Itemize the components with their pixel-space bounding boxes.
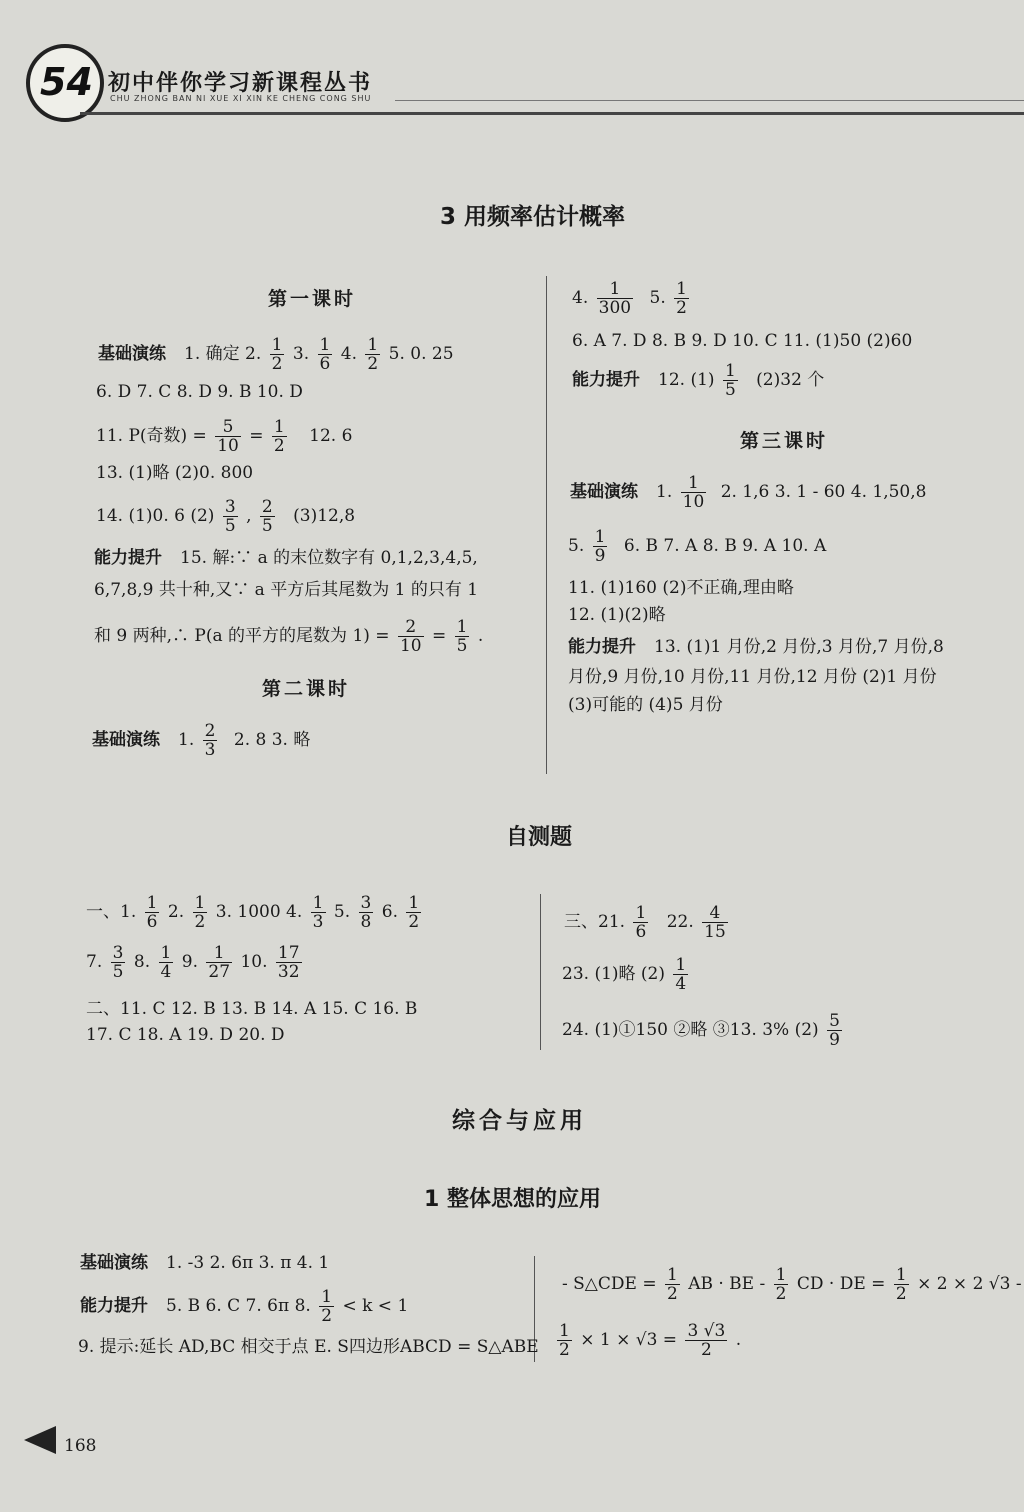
lesson1-line5: 14. (1)0. 6 (2) $\frac{3}{5}$ , $\frac{2}{5}$ (3)12,8 (96, 497, 356, 536)
lesson2-title: 第二课时 (262, 678, 351, 700)
section-title: 3 用频率估计概率 (440, 204, 626, 230)
lesson3-line4: 12. (1)(2)略 (568, 605, 666, 625)
lesson1-title: 第一课时 (268, 288, 357, 310)
app-line1: 基础演练 1. -3 2. 6π 3. π 4. 1 (80, 1253, 330, 1273)
right-line1: 4. $\frac{1}{300}$ 5. $\frac{1}{2}$ (572, 279, 687, 318)
selftest-a3: 二、11. C 12. B 13. B 14. A 15. C 16. B (86, 999, 418, 1019)
lesson1-line1: 基础演练 1. 确定 2. $\frac{1}{2}$ 3. $\frac{1}{6}$ 4. $\frac{1}{2}$ 5. 0. 25 (98, 335, 454, 374)
selftest-b3: 24. (1)①150 ②略 ③13. 3% (2) $\frac{5}{9}$ (562, 1011, 840, 1050)
app-right1: - S△CDE = $\frac{1}{2}$ AB · BE - $\frac{1}{2}$ CD · DE = $\frac{1}{2}$ × 2 × 2 √3 - (562, 1265, 1022, 1304)
selftest-b2: 23. (1)略 (2) $\frac{1}{4}$ (562, 955, 687, 994)
lesson3-line3: 11. (1)160 (2)不正确,理由略 (568, 578, 794, 598)
series-logo: 54 (26, 44, 104, 122)
lesson3-line5: 能力提升 13. (1)1 月份,2 月份,3 月份,7 月份,8 (568, 637, 944, 657)
section2-title: 1 整体思想的应用 (424, 1187, 601, 1212)
page-number: 168 (64, 1436, 97, 1456)
selftest-a4: 17. C 18. A 19. D 20. D (86, 1025, 285, 1045)
selftest-divider (540, 894, 541, 1050)
page-arrow-icon (24, 1426, 56, 1454)
selftest-a1: 一、1. $\frac{1}{6}$ 2. $\frac{1}{2}$ 3. 1000 4. $\frac{1}{3}$ 5. $\frac{3}{8}$ 6. $\frac{1}{2}$ (86, 893, 420, 932)
lesson1-line7: 6,7,8,9 共十种,又∵ a 平方后其尾数为 1 的只有 1 (94, 580, 479, 600)
selftest-b1: 三、21. $\frac{1}{6}$ 22. $\frac{4}{15}$ (564, 903, 726, 942)
lesson1-line3: 11. P(奇数) = $\frac{5}{10}$ = $\frac{1}{2}$ 12. 6 (96, 417, 353, 456)
lesson2-line1: 基础演练 1. $\frac{2}{3}$ 2. 8 3. 略 (92, 721, 311, 760)
part-title: 综合与应用 (452, 1108, 587, 1134)
lesson3-line7: (3)可能的 (4)5 月份 (568, 695, 723, 715)
lesson3-title: 第三课时 (740, 430, 829, 452)
app-line3: 9. 提示:延长 AD,BC 相交于点 E. S四边形ABCD = S△ABE (78, 1337, 539, 1357)
right-line2: 6. A 7. D 8. B 9. D 10. C 11. (1)50 (2)60 (572, 331, 913, 351)
app-line2: 能力提升 5. B 6. C 7. 6π 8. $\frac{1}{2}$ < k < 1 (80, 1287, 409, 1326)
lesson3-line6: 月份,9 月份,10 月份,11 月份,12 月份 (2)1 月份 (568, 667, 937, 687)
column-divider (546, 276, 547, 774)
lesson3-line1: 基础演练 1. $\frac{1}{10}$ 2. 1,6 3. 1 - 60 4. 1,50,8 (570, 473, 927, 512)
lesson3-line2: 5. $\frac{1}{9}$ 6. B 7. A 8. B 9. A 10. A (568, 527, 827, 566)
selftest-title: 自测题 (506, 825, 573, 850)
selftest-a2: 7. $\frac{3}{5}$ 8. $\frac{1}{4}$ 9. $\frac{1}{27}$ 10. $\frac{17}{32}$ (86, 943, 300, 982)
lesson1-line2: 6. D 7. C 8. D 9. B 10. D (96, 382, 303, 402)
series-pinyin: CHU ZHONG BAN NI XUE XI XIN KE CHENG CONG SHU (110, 94, 372, 103)
header-rule (80, 112, 1024, 115)
header-rule-thin (395, 100, 1024, 101)
lesson1-line8: 和 9 两种,∴ P(a 的平方的尾数为 1) = $\frac{2}{10}$ = $\frac{1}{5}$ . (94, 617, 484, 656)
series-title: 初中伴你学习新课程丛书 (108, 71, 373, 96)
lesson1-line6: 能力提升 15. 解:∵ a 的末位数字有 0,1,2,3,4,5, (94, 548, 478, 568)
lesson1-line4: 13. (1)略 (2)0. 800 (96, 463, 254, 483)
right-line3: 能力提升 12. (1) $\frac{1}{5}$ (2)32 个 (572, 361, 825, 400)
app-right2: $\frac{1}{2}$ × 1 × √3 = $\frac{3 √3}{2}$ . (559, 1321, 742, 1360)
